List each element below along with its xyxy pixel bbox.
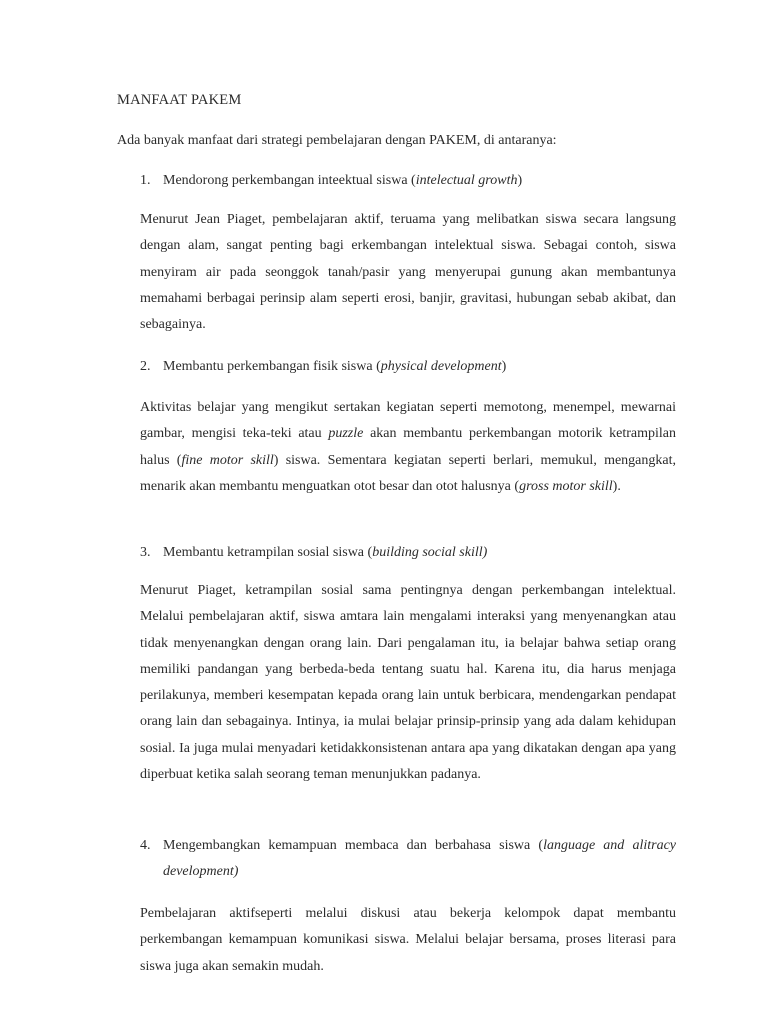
heading-term: intelectual growth xyxy=(415,173,518,188)
item-number: 2. xyxy=(140,359,151,374)
list-item-heading-1 xyxy=(140,168,676,194)
term-puzzle: puzzle xyxy=(328,426,364,442)
heading-text-end: ) xyxy=(517,173,523,188)
heading-term: language and alitracy development) xyxy=(163,838,676,879)
list-item-heading-3 xyxy=(140,540,676,566)
intro-text: Ada banyak manfaat dari strategi pembelajaran dengan PAKEM, di antaranya: xyxy=(117,133,557,148)
heading-term: physical development xyxy=(380,359,502,374)
page-title: MANFAAT PAKEM xyxy=(117,92,242,108)
item-paragraph-1: Menurut Jean Piaget, pembelajaran aktif, teruama yang melibatkan siswa secara langsung dengan alam, sangat penting bagi erkembangan intelektual siswa. Sebagai contoh, siswa menyiram air pada seonggok tanah/pasir yang menyerupai gunung akan membantunya memahami berbagai perinsip alam seperti erosi, banjir, gravitasi, hubungan sebab akibat, dan sebagainya. xyxy=(140,212,676,333)
term-gross-motor-skill: gross motor skill xyxy=(519,478,613,494)
item-paragraph-4: Pembelajaran aktifseperti melalui diskusi atau bekerja kelompok dapat membantu perkembangan kemampuan komunikasi siswa. Melalui belajar bersama, proses literasi para siswa juga akan semakin mudah. xyxy=(140,906,676,974)
paragraph-text: akan membantu perkembangan motorik ketrampilan halus ( xyxy=(140,426,676,468)
heading-text: Mendorong perkembangan inteektual siswa ( xyxy=(163,173,416,188)
paragraph-text: ). xyxy=(612,478,621,494)
list-item-heading-2 xyxy=(140,354,676,380)
heading-text: Membantu ketrampilan sosial siswa ( xyxy=(163,545,373,560)
term-fine-motor-skill: fine motor skill xyxy=(181,452,274,468)
paragraph-text: ) siswa. Sementara kegiatan seperti berlari, memukul, mengangkat, menarik akan membantu menguatkan otot besar dan otot halusnya ( xyxy=(140,452,677,494)
heading-term: building social skill) xyxy=(372,545,488,560)
item-paragraph-2 xyxy=(140,395,676,500)
list-item-heading-4 xyxy=(140,833,676,885)
item-paragraph-3: Menurut Piaget, ketrampilan sosial sama pentingnya dengan perkembangan intelektual. Melalui pembelajaran aktif, siswa amtara lain mengalami interaksi yang menyenangkan atau tidak menyenangkan dengan orang lain. Dari pengalaman itu, ia belajar bahwa setiap orang memiliki pandangan yang berbeda-beda tentang suatu hal. Karena itu, dia harus menjaga perilakunya, memberi kesempatan kepada orang lain untuk berbicara, mendengarkan pendapat orang lain dan sebagainya. Intinya, ia mulai belajar prinsip-prinsip yang ada dalam kehidupan sosial. Ia juga mulai menyadari ketidakkonsistenan antara apa yang dikatakan dengan apa yang diperbuat ketika salah seorang teman menunjukkan padanya. xyxy=(140,583,676,783)
item-number: 3. xyxy=(140,545,151,560)
paragraph-text: Aktivitas belajar yang mengikut sertakan kegiatan seperti memotong, menempel, mewarnai gambar, mengisi teka-teki atau xyxy=(140,400,676,442)
heading-text-end: ) xyxy=(501,359,507,374)
item-number: 1. xyxy=(140,173,151,188)
heading-text: Mengembangkan kemampuan membaca dan berbahasa siswa ( xyxy=(163,838,544,853)
heading-text: Membantu perkembangan fisik siswa ( xyxy=(163,359,381,374)
item-number: 4. xyxy=(140,838,151,853)
